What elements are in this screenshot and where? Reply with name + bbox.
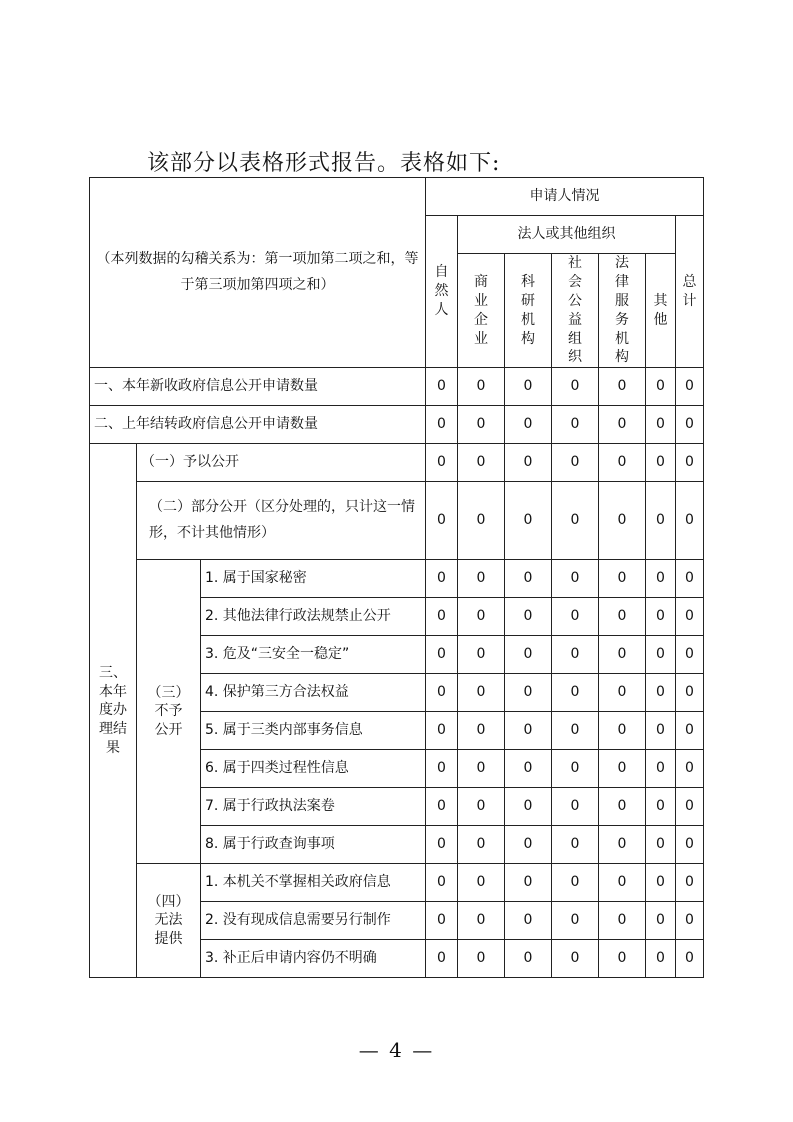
value-cell: 0	[505, 674, 552, 712]
value-cell: 0	[458, 902, 505, 940]
row-label: 二、上年结转政府信息公开申请数量	[90, 406, 426, 444]
value-cell: 0	[646, 712, 676, 750]
row-label: 2. 其他法律行政法规禁止公开	[201, 598, 426, 636]
value-cell: 0	[646, 674, 676, 712]
header-row-1	[90, 178, 704, 216]
value-cell: 0	[458, 826, 505, 864]
value-cell: 0	[426, 940, 458, 978]
table-row	[90, 864, 704, 902]
value-cell: 0	[505, 940, 552, 978]
value-cell: 0	[426, 674, 458, 712]
value-cell: 0	[458, 940, 505, 978]
value-cell: 0	[646, 864, 676, 902]
row-label: 一、本年新收政府信息公开申请数量	[90, 368, 426, 406]
value-cell: 0	[676, 636, 704, 674]
value-cell: 0	[552, 750, 599, 788]
value-cell: 0	[646, 788, 676, 826]
value-cell: 0	[426, 826, 458, 864]
value-cell: 0	[458, 444, 505, 482]
value-cell: 0	[458, 482, 505, 560]
value-cell: 0	[676, 788, 704, 826]
value-cell: 0	[552, 482, 599, 560]
value-cell: 0	[458, 636, 505, 674]
value-cell: 0	[426, 750, 458, 788]
table-row	[90, 368, 704, 406]
value-cell: 0	[505, 826, 552, 864]
not-public-label: （三） 不予 公开	[137, 560, 201, 864]
value-cell: 0	[676, 902, 704, 940]
value-cell: 0	[552, 674, 599, 712]
value-cell: 0	[676, 674, 704, 712]
value-cell: 0	[458, 864, 505, 902]
value-cell: 0	[646, 940, 676, 978]
value-cell: 0	[552, 368, 599, 406]
table-caption: （本列数据的勾稽关系为：第一项加第二项之和，等于第三项加第四项之和）	[90, 178, 426, 368]
intro-text: 该部分以表格形式报告。表格如下:	[147, 151, 501, 176]
value-cell: 0	[646, 636, 676, 674]
value-cell: 0	[426, 788, 458, 826]
value-cell: 0	[458, 560, 505, 598]
value-cell: 0	[676, 560, 704, 598]
value-cell: 0	[599, 444, 646, 482]
value-cell: 0	[505, 750, 552, 788]
value-cell: 0	[599, 406, 646, 444]
row-label: 2. 没有现成信息需要另行制作	[201, 902, 426, 940]
row-label: 3. 补正后申请内容仍不明确	[201, 940, 426, 978]
col-business: 商 业 企 业	[458, 254, 505, 368]
value-cell: 0	[505, 636, 552, 674]
value-cell: 0	[552, 636, 599, 674]
value-cell: 0	[599, 940, 646, 978]
value-cell: 0	[599, 368, 646, 406]
value-cell: 0	[426, 482, 458, 560]
value-cell: 0	[552, 444, 599, 482]
table-row	[90, 482, 704, 560]
legal-group-header: 法人或其他组织	[458, 216, 676, 254]
value-cell: 0	[505, 560, 552, 598]
value-cell: 0	[505, 788, 552, 826]
page-number: — 4 —	[358, 1038, 435, 1062]
value-cell: 0	[426, 406, 458, 444]
value-cell: 0	[552, 864, 599, 902]
value-cell: 0	[552, 940, 599, 978]
col-research: 科 研 机 构	[505, 254, 552, 368]
col-total: 总 计	[676, 216, 704, 368]
value-cell: 0	[426, 444, 458, 482]
value-cell: 0	[505, 864, 552, 902]
value-cell: 0	[599, 864, 646, 902]
row-label: （二）部分公开（区分处理的，只计这一情形，不计其他情形）	[137, 482, 426, 560]
value-cell: 0	[676, 406, 704, 444]
value-cell: 0	[646, 444, 676, 482]
row-label: 6. 属于四类过程性信息	[201, 750, 426, 788]
value-cell: 0	[458, 598, 505, 636]
row-label: 5. 属于三类内部事务信息	[201, 712, 426, 750]
row-label: （一）予以公开	[137, 444, 426, 482]
value-cell: 0	[646, 560, 676, 598]
row-label: 3. 危及“三安全一稳定”	[201, 636, 426, 674]
value-cell: 0	[599, 788, 646, 826]
value-cell: 0	[646, 598, 676, 636]
row-label: 4. 保护第三方合法权益	[201, 674, 426, 712]
value-cell: 0	[552, 902, 599, 940]
table-row	[90, 406, 704, 444]
value-cell: 0	[458, 368, 505, 406]
value-cell: 0	[426, 368, 458, 406]
value-cell: 0	[599, 712, 646, 750]
unable-label: （四） 无法 提供	[137, 864, 201, 978]
value-cell: 0	[426, 636, 458, 674]
row-label: 7. 属于行政执法案卷	[201, 788, 426, 826]
value-cell: 0	[676, 444, 704, 482]
row-label: 8. 属于行政查询事项	[201, 826, 426, 864]
table-row	[90, 560, 704, 598]
value-cell: 0	[676, 712, 704, 750]
row-label: 1. 本机关不掌握相关政府信息	[201, 864, 426, 902]
section3-label: 三、 本年 度办 理结 果	[90, 444, 137, 978]
value-cell: 0	[599, 560, 646, 598]
value-cell: 0	[505, 444, 552, 482]
value-cell: 0	[676, 368, 704, 406]
value-cell: 0	[458, 674, 505, 712]
value-cell: 0	[552, 788, 599, 826]
value-cell: 0	[458, 788, 505, 826]
value-cell: 0	[505, 482, 552, 560]
value-cell: 0	[599, 902, 646, 940]
col-natural-person: 自 然 人	[426, 216, 458, 368]
value-cell: 0	[676, 826, 704, 864]
value-cell: 0	[505, 406, 552, 444]
applicant-header: 申请人情况	[426, 178, 704, 216]
value-cell: 0	[646, 826, 676, 864]
value-cell: 0	[426, 712, 458, 750]
value-cell: 0	[599, 636, 646, 674]
value-cell: 0	[426, 598, 458, 636]
value-cell: 0	[646, 750, 676, 788]
value-cell: 0	[458, 712, 505, 750]
value-cell: 0	[646, 368, 676, 406]
value-cell: 0	[458, 750, 505, 788]
value-cell: 0	[426, 902, 458, 940]
value-cell: 0	[505, 902, 552, 940]
value-cell: 0	[599, 826, 646, 864]
value-cell: 0	[676, 482, 704, 560]
value-cell: 0	[599, 482, 646, 560]
value-cell: 0	[552, 560, 599, 598]
value-cell: 0	[676, 598, 704, 636]
value-cell: 0	[646, 902, 676, 940]
value-cell: 0	[646, 406, 676, 444]
col-legal-service: 法 律 服 务 机 构	[599, 254, 646, 368]
value-cell: 0	[426, 560, 458, 598]
value-cell: 0	[458, 406, 505, 444]
col-public-welfare: 社 会 公 益 组 织	[552, 254, 599, 368]
table-row	[90, 444, 704, 482]
value-cell: 0	[426, 864, 458, 902]
row-label: 1. 属于国家秘密	[201, 560, 426, 598]
value-cell: 0	[552, 406, 599, 444]
value-cell: 0	[505, 598, 552, 636]
report-table	[89, 177, 704, 978]
value-cell: 0	[599, 674, 646, 712]
value-cell: 0	[552, 598, 599, 636]
value-cell: 0	[676, 940, 704, 978]
value-cell: 0	[676, 864, 704, 902]
value-cell: 0	[505, 368, 552, 406]
value-cell: 0	[599, 598, 646, 636]
col-other: 其 他	[646, 254, 676, 368]
value-cell: 0	[599, 750, 646, 788]
value-cell: 0	[552, 712, 599, 750]
value-cell: 0	[676, 750, 704, 788]
value-cell: 0	[505, 712, 552, 750]
value-cell: 0	[552, 826, 599, 864]
value-cell: 0	[646, 482, 676, 560]
